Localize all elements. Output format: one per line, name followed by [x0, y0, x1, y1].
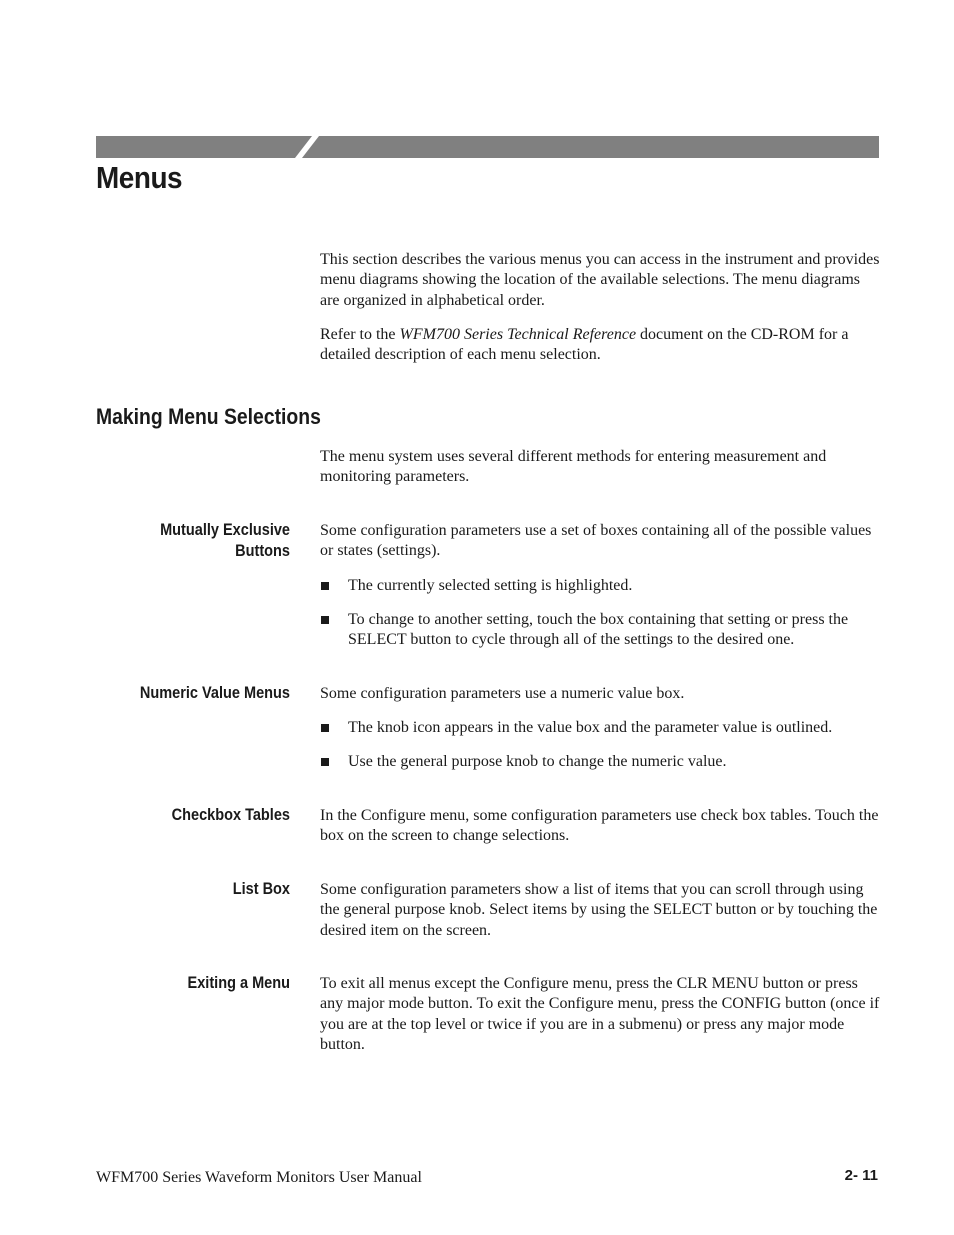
numeric-paragraph: Some configuration parameters use a numeric value box.: [320, 685, 685, 702]
section-heading-making-menu-selections: Making Menu Selections: [96, 404, 321, 429]
list-item: The knob icon appears in the value box and the parameter value is outlined.: [320, 718, 880, 738]
subheading-mutually-exclusive-buttons: Mutually Exclusive Buttons: [160, 521, 290, 560]
bullet-icon: [321, 582, 329, 590]
subheading-checkbox-tables: Checkbox Tables: [171, 806, 290, 824]
mutex-paragraph: Some configuration parameters use a set of boxes containing all of the possible values or states (settings).: [320, 522, 872, 560]
bullet-icon: [321, 758, 329, 766]
page-title: Menus: [96, 160, 183, 195]
checkbox-paragraph: In the Configure menu, some configuration parameters use check box tables. Touch the box on the screen to change selections.: [320, 807, 879, 845]
making-paragraph: The menu system uses several different methods for entering measurement and monitoring parameters.: [320, 448, 827, 486]
intro-paragraph-1: This section describes the various menus you can access in the instrument and provides menu diagrams showing the location of the available selections. The menu diagrams are organized in alphabetical order.: [320, 251, 880, 309]
bullet-icon: [321, 616, 329, 624]
footer-manual-title: WFM700 Series Waveform Monitors User Manual: [96, 1169, 422, 1186]
subheading-list-box: List Box: [232, 880, 290, 898]
reference-title: WFM700 Series Technical Reference: [399, 326, 637, 343]
list-item: Use the general purpose knob to change the numeric value.: [320, 752, 880, 772]
bullet-icon: [321, 724, 329, 732]
chapter-header-bar: [96, 136, 879, 158]
footer-page-number: 2- 11: [844, 1167, 878, 1184]
listbox-paragraph: Some configuration parameters show a list of items that you can scroll through using the general purpose knob. Select items by using the SELECT button or by touching the desired item on the screen.: [320, 881, 878, 939]
exiting-paragraph: To exit all menus except the Configure menu, press the CLR MENU button or press any major mode button. To exit the Configure menu, press the CONFIG button (once if you are at the top level or twice if you are in a submenu) or press any major mode button.: [320, 975, 880, 1053]
list-item: The currently selected setting is highlighted.: [320, 576, 880, 596]
intro-paragraph-2: Refer to the WFM700 Series Technical Reference document on the CD-ROM for a detailed description of each menu selection.: [320, 326, 849, 364]
list-item: To change to another setting, touch the box containing that setting or press the SELECT button to cycle through all of the settings to the desired one.: [320, 610, 880, 651]
subheading-numeric-value-menus: Numeric Value Menus: [139, 684, 290, 702]
subheading-exiting-a-menu: Exiting a Menu: [187, 974, 290, 992]
